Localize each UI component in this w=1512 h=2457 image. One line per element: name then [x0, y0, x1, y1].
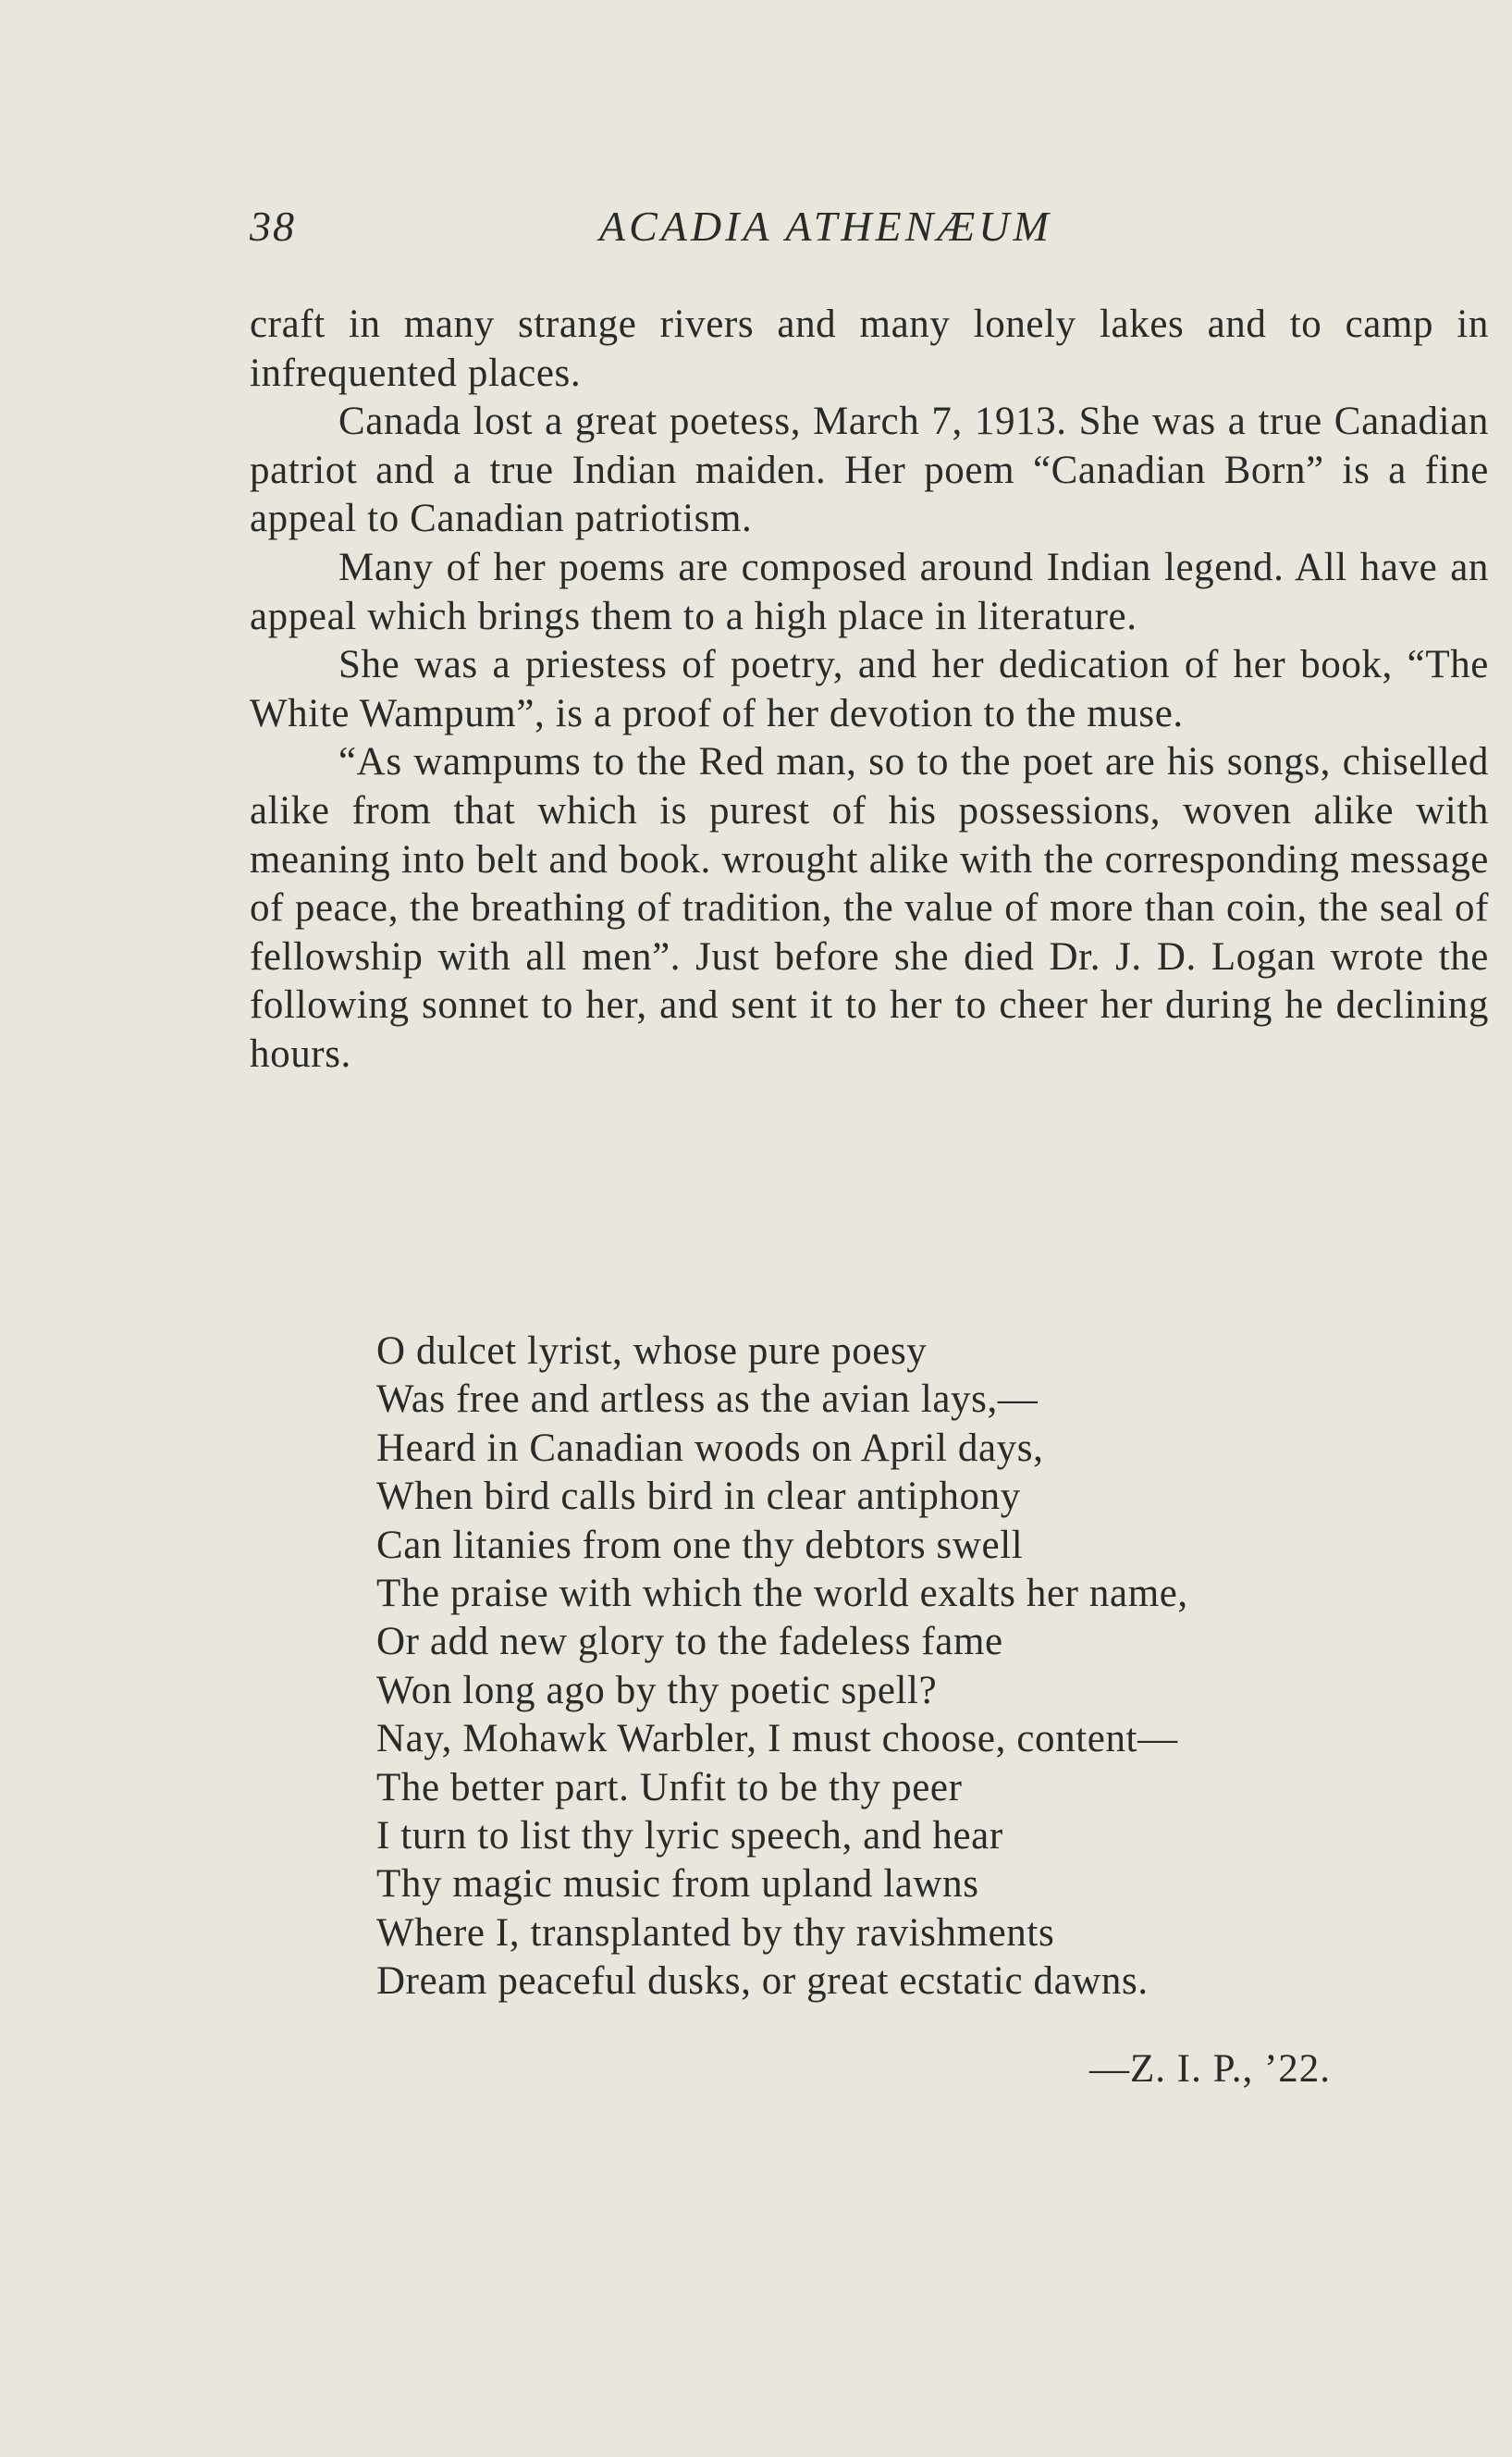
paragraph: “As wampums to the Red man, so to the poet are his songs, chiselled alike from that which is purest of his possessions, woven alike with meaning into belt and book. wrought alike with the corresponding message of peace, the breathing of tradition, the value of more than coin, the seal of fellowship with all men”. Just before she died Dr. J. D. Logan wrote the following sonnet to her, and sent it to her to cheer her during he declining hours. — [250, 740, 1489, 1076]
poem-line: Won long ago by thy poetic spell? — [376, 1668, 938, 1712]
poem-line: Dream peaceful dusks, or great ecstatic dawns. — [376, 1959, 1149, 2004]
page-number: 38 — [250, 203, 296, 250]
paragraph: She was a priestess of poetry, and her dedication of her book, “The White Wampum”, is a proof of her devotion to the muse. — [250, 643, 1489, 735]
sonnet — [376, 1327, 1440, 2006]
paragraph: Many of her poems are composed around Indian legend. All have an appeal which brings them to a high place in literature. — [250, 545, 1489, 638]
poem-line: Can litanies from one thy debtors swell — [376, 1523, 1024, 1567]
poem-line: When bird calls bird in clear antiphony — [376, 1475, 1021, 1519]
paragraph: Canada lost a great poetess, March 7, 1913. She was a true Canadian patriot and a true Indian maiden. Her poem “Canadian Born” is a fine appeal to Canadian patriotism. — [250, 400, 1489, 541]
running-head-title: ACADIA ATHENÆUM — [599, 203, 1052, 250]
author-signature: —Z. I. P., ’22. — [1089, 2047, 1332, 2091]
poem-line: I turn to list thy lyric speech, and hear — [376, 1814, 1003, 1858]
page-header — [250, 202, 1489, 257]
poem-line: The better part. Unfit to be thy peer — [376, 1765, 963, 1809]
poem-line: Nay, Mohawk Warbler, I must choose, content— — [376, 1717, 1178, 1761]
poem-line: Where I, transplanted by thy ravishments — [376, 1910, 1055, 1955]
article-body — [250, 301, 1489, 1080]
poem-line: Thy magic music from upland lawns — [376, 1862, 979, 1907]
poem-line: Was free and artless as the avian lays,— — [376, 1377, 1039, 1422]
poem-line: Or add new glory to the fadeless fame — [376, 1620, 1003, 1664]
poem-line: The praise with which the world exalts her name, — [376, 1572, 1188, 1616]
poem-line: O dulcet lyrist, whose pure poesy — [376, 1329, 928, 1373]
paragraph: craft in many strange rivers and many lonely lakes and to camp in infrequented places. — [250, 302, 1489, 395]
poem-line: Heard in Canadian woods on April days, — [376, 1426, 1044, 1470]
